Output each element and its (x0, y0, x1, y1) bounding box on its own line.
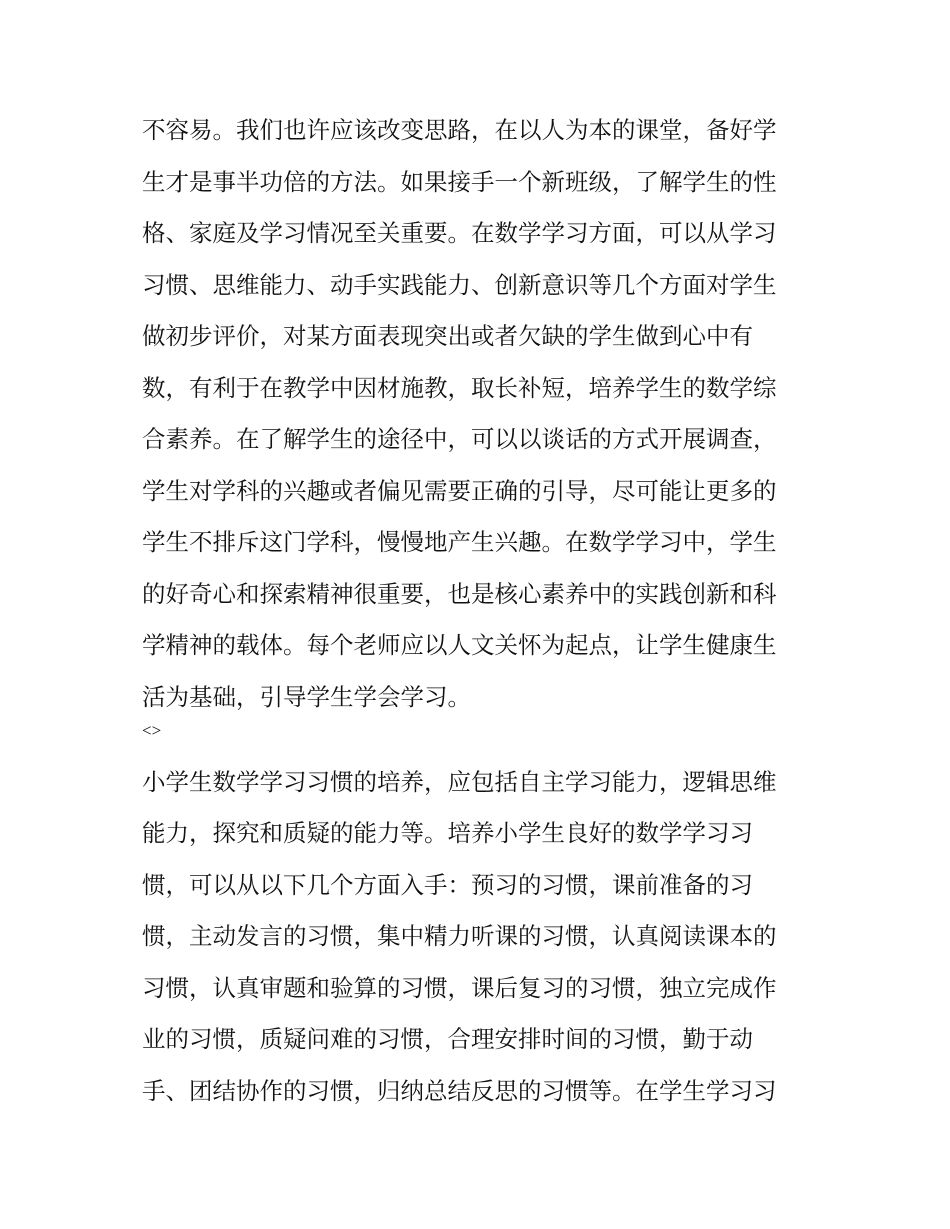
text-line: 做初步评价，对某方面表现突出或者欠缺的学生做到心中有 (142, 322, 753, 350)
text-line: 惯，可以从以下几个方面入手：预习的习惯，课前准备的习 (142, 871, 753, 899)
text-line: 合素养。在了解学生的途径中，可以以谈话的方式开展调查， (142, 425, 777, 453)
text-line: 小学生数学学习习惯的培养，应包括自主学习能力，逻辑思维 (142, 768, 777, 796)
text-line: 惯，主动发言的习惯，集中精力听课的习惯，认真阅读课本的 (142, 922, 777, 950)
text-line: 不容易。我们也许应该改变思路，在以人为本的课堂，备好学 (142, 116, 777, 144)
text-line: 格、家庭及学习情况至关重要。在数学学习方面，可以从学习 (142, 219, 777, 247)
text-line: 手、团结协作的习惯，归纳总结反思的习惯等。在学生学习习 (142, 1077, 777, 1105)
text-line: 习惯、思维能力、动手实践能力、创新意识等几个方面对学生 (142, 271, 777, 299)
text-line: 数，有利于在教学中因材施教，取长补短，培养学生的数学综 (142, 374, 777, 402)
text-line: 能力，探究和质疑的能力等。培养小学生良好的数学学习习 (142, 819, 753, 847)
text-line: 活为基础，引导学生学会学习。 (142, 683, 471, 711)
text-line: 的好奇心和探索精神很重要，也是核心素养中的实践创新和科 (142, 580, 777, 608)
section-marker: <> (142, 721, 162, 740)
text-line: 学生不排斥这门学科，慢慢地产生兴趣。在数学学习中，学生 (142, 528, 777, 556)
text-line: 业的习惯，质疑问难的习惯，合理安排时间的习惯，勤于动 (142, 1025, 753, 1053)
text-line: 习惯，认真审题和验算的习惯，课后复习的习惯，独立完成作 (142, 974, 777, 1002)
text-line: 学生对学科的兴趣或者偏见需要正确的引导，尽可能让更多的 (142, 477, 777, 505)
text-line: 学精神的载体。每个老师应以人文关怀为起点，让学生健康生 (142, 631, 777, 659)
text-line: 生才是事半功倍的方法。如果接手一个新班级，了解学生的性 (142, 168, 777, 196)
